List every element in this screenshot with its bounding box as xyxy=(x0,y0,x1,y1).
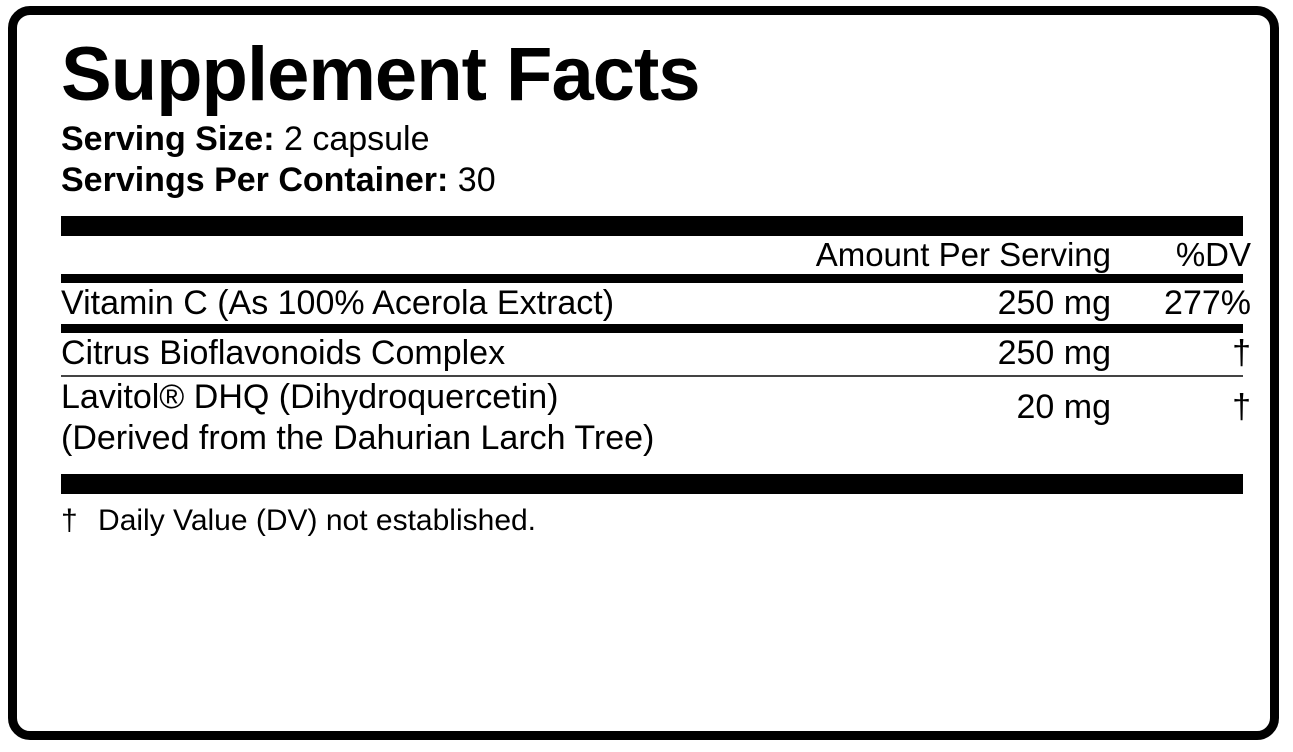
footnote-dagger: † xyxy=(61,503,78,537)
row-1-name: Vitamin C (As 100% Acerola Extract) xyxy=(61,283,615,322)
divider-thick-bottom xyxy=(61,474,1243,494)
nutrition-row-2 xyxy=(61,333,1265,374)
table-row xyxy=(61,377,1265,460)
row-3-name: Lavitol® DHQ (Dihydroquercetin) xyxy=(61,377,559,416)
nutrition-row-3 xyxy=(61,377,1265,460)
row-3-name-cell xyxy=(61,377,721,460)
row-2-dv: † xyxy=(1232,334,1251,373)
divider-under-header xyxy=(61,274,1243,283)
row-3-name-line2: (Derived from the Dahurian Larch Tree) xyxy=(61,419,655,458)
nutrition-row-1 xyxy=(61,283,1265,324)
row-2-name: Citrus Bioflavonoids Complex xyxy=(61,334,506,373)
supplement-facts-content xyxy=(61,32,1252,721)
supplement-facts-panel xyxy=(8,6,1279,740)
serving-size-label: Serving Size: xyxy=(61,120,275,158)
serving-size-value: 2 capsule xyxy=(283,120,430,158)
footnote-text: Daily Value (DV) not established. xyxy=(98,503,537,537)
servings-per-container-value: 30 xyxy=(457,161,496,200)
divider-after-row-1 xyxy=(61,324,1243,333)
page-title: Supplement Facts xyxy=(61,32,700,117)
header-percent-dv: %DV xyxy=(1175,235,1251,273)
row-3-amount: 20 mg xyxy=(1016,387,1111,426)
serving-size-line xyxy=(61,119,1252,160)
divider-thick-top xyxy=(61,216,1243,236)
nutrition-table xyxy=(61,236,1265,274)
footnote xyxy=(61,494,1252,538)
table-header-row xyxy=(61,236,1265,274)
header-blank xyxy=(61,236,721,274)
servings-per-container-label: Servings Per Container: xyxy=(61,161,449,200)
row-1-amount: 250 mg xyxy=(997,283,1111,322)
servings-per-container-line xyxy=(61,160,1252,201)
row-1-dv: 277% xyxy=(1164,283,1251,322)
row-2-amount: 250 mg xyxy=(997,334,1111,373)
table-row xyxy=(61,283,1265,324)
table-row xyxy=(61,333,1265,374)
row-3-dv: † xyxy=(1232,387,1251,426)
header-amount-per-serving: Amount Per Serving xyxy=(815,235,1111,273)
